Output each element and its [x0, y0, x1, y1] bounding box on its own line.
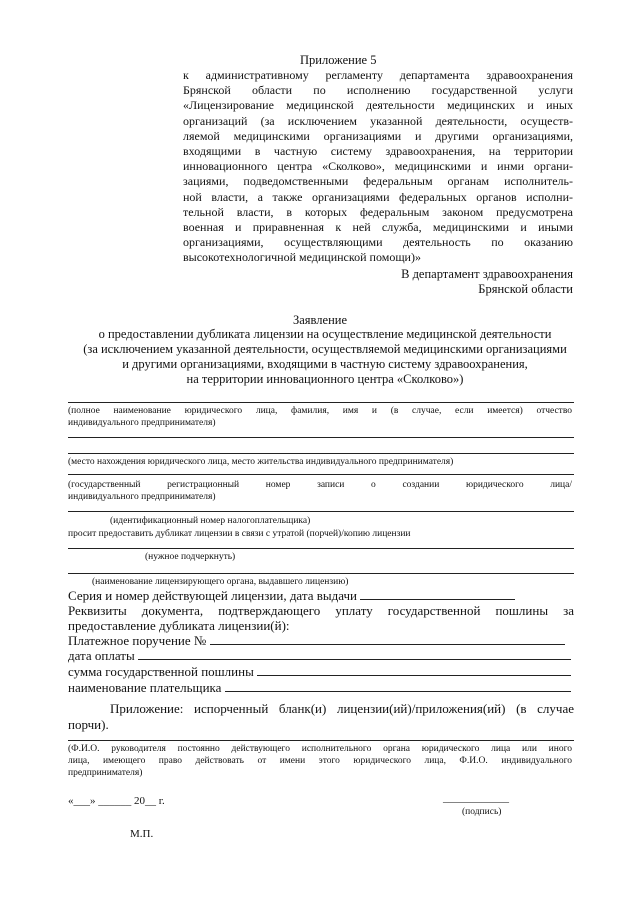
- pay-date-row: [68, 648, 571, 663]
- subtitle-line: о предоставлении дубликата лицензии на осуществление медицинской деятельности: [98, 327, 552, 341]
- payment-order-label: Платежное поручение №: [68, 633, 207, 648]
- payment-order-input[interactable]: [210, 644, 565, 645]
- payment-order-row: [68, 633, 565, 648]
- head-hint-3: предпринимателя): [68, 768, 143, 778]
- underline-hint: (нужное подчеркнуть): [145, 552, 236, 562]
- document-title: Заявление: [292, 313, 347, 327]
- signature-hint: (подпись): [462, 807, 502, 817]
- document-subtitle: [60, 327, 590, 387]
- fee-sum-label: сумма государственной пошлины: [68, 664, 254, 679]
- appendix-line: ной власти, а также организациями федеральных органов исполни-: [183, 189, 573, 204]
- subtitle-line: (за исключением указанной деятельности, осуществляемой медицинскими организациями: [83, 342, 567, 356]
- series-input[interactable]: [360, 599, 515, 600]
- reg-hint-2: индивидуального предпринимателя): [68, 492, 216, 502]
- payer-name-label: наименование плательщика: [68, 680, 222, 695]
- appendix-line: тельной власти, в которых федеральным законом предусмотрена: [183, 204, 573, 219]
- inn-line[interactable]: [68, 511, 574, 512]
- attachment-line-1: Приложение: испорченный бланк(и) лицензии(ий)/приложения(ий) (в случае: [110, 701, 574, 716]
- addressee-block: [401, 267, 573, 297]
- head-hint-1: (Ф.И.О. руководителя постоянно действующего исполнительного органа юридического лица или иного: [68, 744, 572, 754]
- appendix-line: военная и приравненная к ней служба, медицинскими и иными: [183, 220, 573, 235]
- appendix-line: к административному регламенту департамента здравоохранения: [183, 68, 573, 82]
- appendix-line: организациями, осуществляющими деятельность по оказанию: [183, 235, 573, 250]
- stamp-place: М.П.: [130, 828, 154, 840]
- inn-hint: (идентификационный номер налогоплательщика): [110, 516, 311, 526]
- reason-line[interactable]: [68, 548, 574, 549]
- location-line[interactable]: [68, 453, 574, 454]
- appendix-line: организаций (за исключением указанной деятельности, осуществ-: [183, 113, 573, 128]
- attachment-line-2: порчи).: [68, 717, 109, 732]
- appendix-line: входящими в частную систему здравоохранения, на территории: [183, 144, 573, 159]
- subtitle-line: и другими организациями, входящими в частную систему здравоохранения,: [122, 357, 528, 371]
- pay-date-input[interactable]: [138, 659, 571, 660]
- appendix-line: инновационного центра «Сколково», медицинскими и инми органи-: [183, 159, 573, 174]
- authority-line[interactable]: [68, 573, 574, 574]
- requisites-line-2: предоставление дубликата лицензии(й):: [68, 618, 290, 633]
- org-name-line-2[interactable]: [68, 437, 574, 438]
- series-row: [68, 588, 515, 603]
- location-hint: (место нахождения юридического лица, место жительства индивидуального предпринимателя): [68, 457, 454, 467]
- appendix-line: ляемой медицинскими организациями и другими организациями,: [183, 128, 573, 143]
- fee-sum-row: [68, 664, 571, 679]
- appendix-line: зациями, подведомственными федеральным органам исполнитель-: [183, 174, 573, 189]
- fee-sum-input[interactable]: [257, 675, 571, 676]
- addressee-line: Брянской области: [478, 282, 573, 296]
- location-line-2[interactable]: [68, 474, 574, 475]
- appendix-line: высокотехнологичной медицинской помощи)»: [183, 250, 421, 265]
- requisites-line-1: Реквизиты документа, подтверждающего уплату государственной пошлины за: [68, 603, 574, 618]
- series-label: Серия и номер действующей лицензии, дата выдачи: [68, 588, 357, 603]
- org-name-line[interactable]: [68, 402, 574, 403]
- org-name-hint: (полное наименование юридического лица, фамилия, имя и (в случае, если имеется) отчество: [68, 406, 572, 416]
- head-name-line[interactable]: [68, 740, 574, 741]
- request-text: просит предоставить дубликат лицензии в связи с утратой (порчей)/копию лицензии: [68, 529, 411, 539]
- appendix-title: Приложение 5: [300, 53, 377, 67]
- head-hint-2: лица, имеющего право действовать от имени этого юридического лица, Ф.И.О. индивидуального: [68, 756, 572, 766]
- date-field[interactable]: «___» ______ 20__ г.: [68, 795, 165, 807]
- appendix-body: [183, 68, 573, 266]
- payer-name-input[interactable]: [225, 691, 571, 692]
- reg-hint: (государственный регистрационный номер записи о создании юридического лица/: [68, 480, 572, 490]
- pay-date-label: дата оплаты: [68, 648, 135, 663]
- signature-field[interactable]: ____________: [443, 792, 509, 804]
- payer-name-row: [68, 680, 571, 695]
- subtitle-line: на территории инновационного центра «Сколково»): [186, 372, 464, 386]
- org-name-hint-2: индивидуального предпринимателя): [68, 418, 216, 428]
- authority-hint: (наименование лицензирующего органа, выдавшего лицензию): [92, 577, 349, 587]
- appendix-line: «Лицензирование медицинской деятельности медицинских и иных: [183, 98, 573, 113]
- appendix-line: Брянской области по исполнению государственной услуги: [183, 83, 573, 98]
- addressee-line: В департамент здравоохранения: [401, 267, 573, 281]
